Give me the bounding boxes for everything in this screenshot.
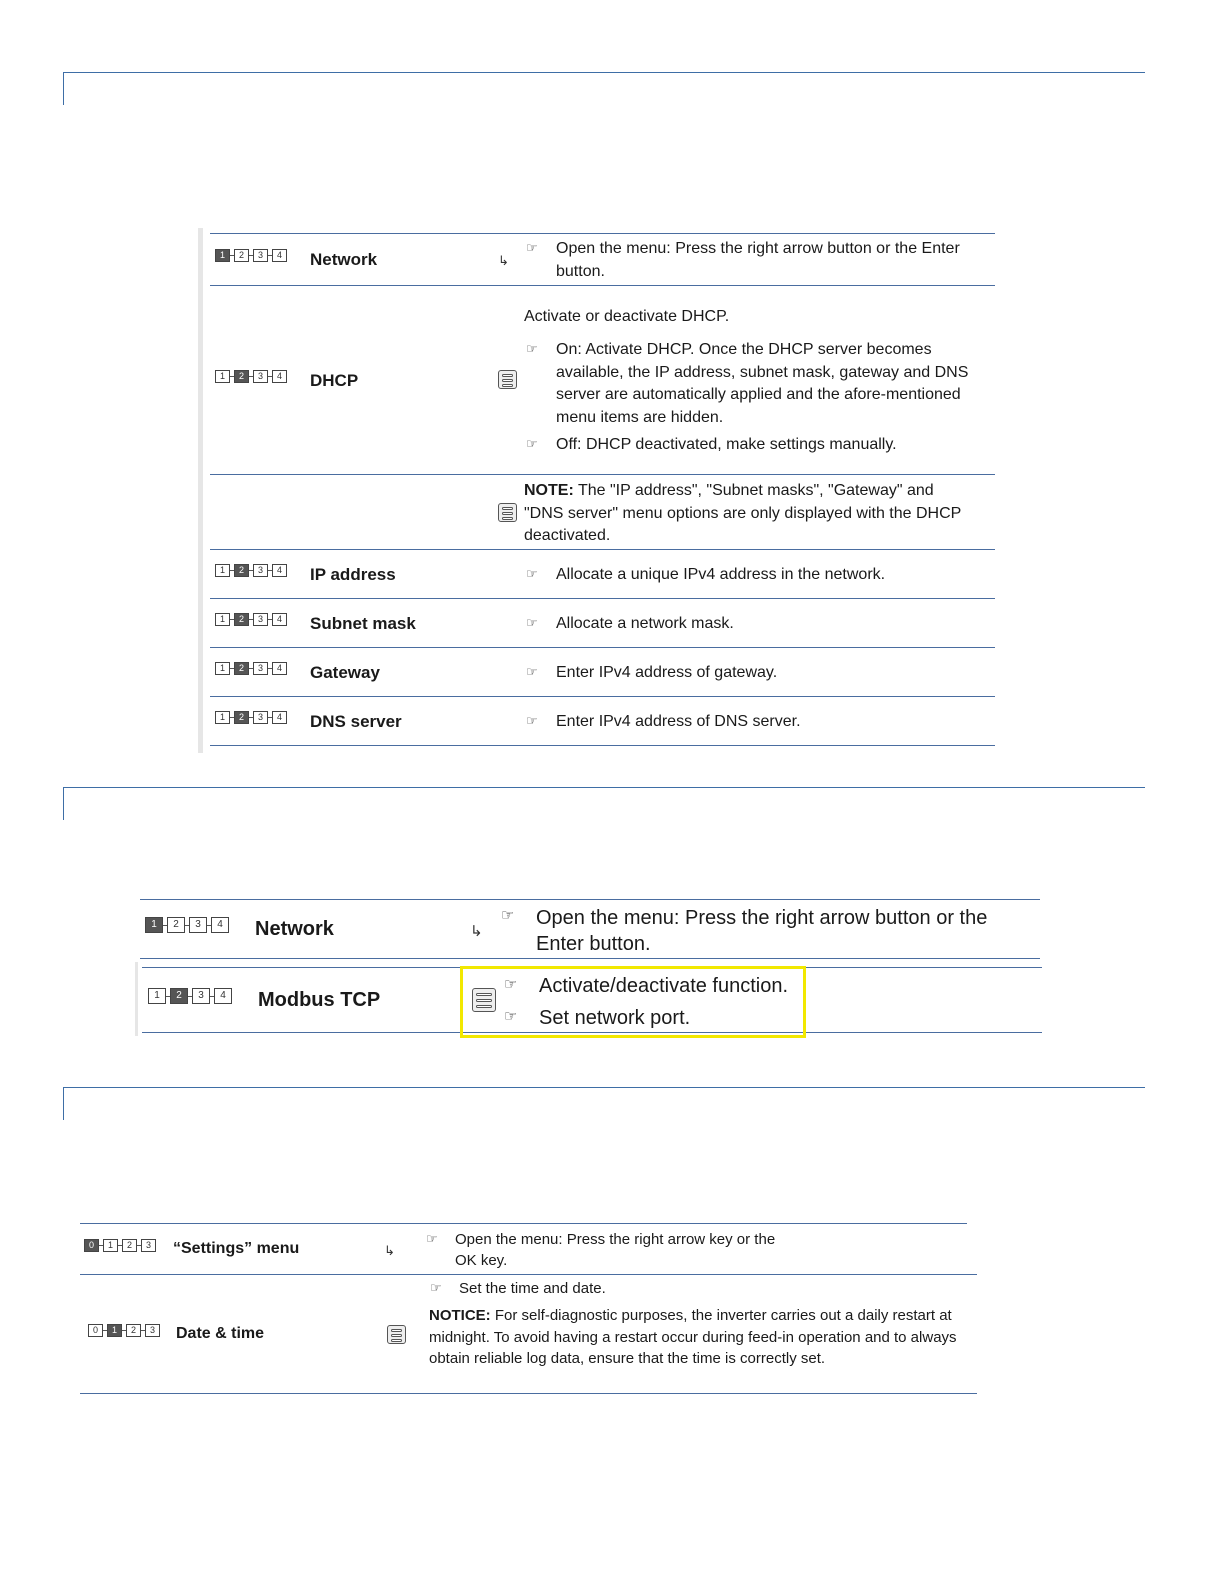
- menu-level-indicator: 1 2 3 4: [215, 564, 287, 577]
- row-divider: [80, 1274, 977, 1275]
- hand-pointer-icon: ☞: [501, 907, 515, 924]
- row-divider: [210, 233, 995, 234]
- row-divider: [140, 958, 1040, 959]
- hand-pointer-icon: ☞: [504, 1008, 518, 1025]
- row-divider: [210, 696, 995, 697]
- panel-shadow: [198, 228, 203, 753]
- section-divider-2: [63, 787, 1145, 820]
- row-description: Enter IPv4 address of gateway.: [556, 664, 778, 681]
- hand-pointer-icon: ☞: [526, 566, 538, 581]
- hand-pointer-icon: ☞: [526, 341, 538, 356]
- note-label: NOTE:: [524, 482, 574, 499]
- row-divider: [210, 285, 995, 286]
- modbus-item-port: Set network port.: [539, 1007, 691, 1029]
- date-time-item: Set the time and date.: [459, 1280, 606, 1297]
- row-description: Open the menu: Press the right arrow button or the Enter button.: [536, 907, 988, 955]
- menu-label-ip-address: IP address: [310, 565, 396, 584]
- row-divider: [210, 598, 995, 599]
- menu-level-indicator: 1 2 3 4: [215, 370, 287, 383]
- hand-pointer-icon: ☞: [430, 1280, 442, 1295]
- menu-label-subnet-mask: Subnet mask: [310, 614, 416, 633]
- panel-shadow: [135, 962, 138, 1036]
- hand-pointer-icon: ☞: [504, 976, 518, 993]
- hand-pointer-icon: ☞: [426, 1231, 438, 1246]
- hand-pointer-icon: ☞: [526, 240, 538, 255]
- dhcp-note: [524, 480, 974, 548]
- menu-label-date-time: Date & time: [176, 1325, 265, 1342]
- notice-text: For self-diagnostic purposes, the inverter carries out a daily restart at midnight. To avoid having a restart occur during feed-in operation and to always obtain reliable log data, ensure that the time is correctly set.: [429, 1307, 957, 1367]
- modbus-item-activate: Activate/deactivate function.: [539, 975, 789, 997]
- row-description: Open the menu: Press the right arrow button or the Enter button.: [556, 240, 960, 280]
- section-divider-3: [63, 1087, 1145, 1120]
- row-description: Allocate a network mask.: [556, 615, 734, 632]
- row-description: Open the menu: Press the right arrow key or the OK key.: [455, 1231, 776, 1269]
- dhcp-intro: Activate or deactivate DHCP.: [524, 308, 730, 325]
- hand-pointer-icon: ☞: [526, 664, 538, 679]
- section-divider-1: [63, 72, 1145, 105]
- list-menu-icon: [387, 1325, 406, 1344]
- menu-label-dns-server: DNS server: [310, 712, 402, 731]
- row-description: Enter IPv4 address of DNS server.: [556, 713, 801, 730]
- menu-level-indicator: 0 1 2 3: [84, 1239, 156, 1252]
- row-divider: [210, 647, 995, 648]
- date-time-notice: [429, 1305, 964, 1370]
- list-menu-icon: [472, 988, 496, 1012]
- menu-label-network: Network: [255, 918, 334, 940]
- menu-level-indicator: 1 2 3 4: [145, 917, 229, 933]
- row-divider: [210, 549, 995, 550]
- dhcp-off-text: Off: DHCP deactivated, make settings manually.: [556, 436, 897, 453]
- menu-level-indicator: 1 2 3 4: [215, 249, 287, 262]
- menu-label-gateway: Gateway: [310, 663, 380, 682]
- menu-level-indicator: 1 2 3 4: [215, 613, 287, 626]
- row-divider: [210, 745, 995, 746]
- enter-arrow-icon: ↳: [470, 923, 483, 940]
- row-divider: [80, 1393, 977, 1394]
- menu-label-network: Network: [310, 250, 378, 269]
- hand-pointer-icon: ☞: [526, 436, 538, 451]
- menu-label-settings: “Settings” menu: [173, 1240, 300, 1257]
- menu-level-indicator: 1 2 3 4: [215, 711, 287, 724]
- note-text: The "IP address", "Subnet masks", "Gateway" and "DNS server" menu options are only displayed with the DHCP deactivated.: [524, 482, 962, 544]
- list-menu-icon: [498, 503, 517, 522]
- dhcp-on-text: On: Activate DHCP. Once the DHCP server becomes available, the IP address, subnet mask, gateway and DNS server are automatically applied and the afore-mentioned menu items are hidden.: [556, 341, 969, 426]
- hand-pointer-icon: ☞: [526, 713, 538, 728]
- enter-arrow-icon: ↳: [384, 1243, 395, 1258]
- row-description: Allocate a unique IPv4 address in the network.: [556, 566, 886, 583]
- menu-label-modbus-tcp: Modbus TCP: [258, 989, 381, 1011]
- list-menu-icon: [498, 370, 517, 389]
- row-divider: [210, 474, 995, 475]
- enter-arrow-icon: ↳: [498, 253, 509, 268]
- menu-level-indicator: 0 1 2 3: [88, 1324, 160, 1337]
- menu-label-dhcp: DHCP: [310, 371, 359, 390]
- menu-level-indicator: 1 2 3 4: [148, 988, 232, 1004]
- menu-level-indicator: 1 2 3 4: [215, 662, 287, 675]
- row-divider: [80, 1223, 967, 1224]
- notice-label: NOTICE:: [429, 1307, 491, 1324]
- hand-pointer-icon: ☞: [526, 615, 538, 630]
- row-divider: [140, 899, 1040, 900]
